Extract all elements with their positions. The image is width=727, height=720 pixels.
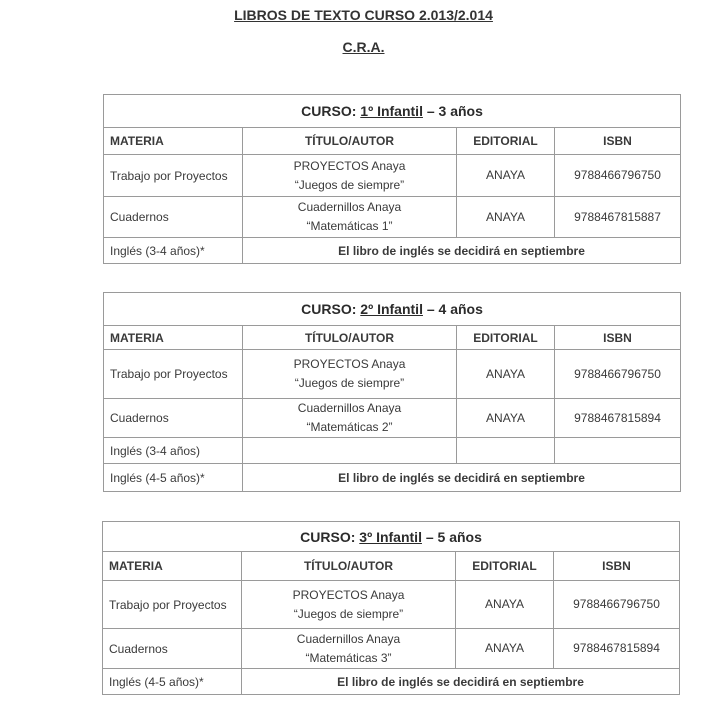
table-row bbox=[104, 238, 681, 264]
column-header-titulo: TÍTULO/AUTOR bbox=[242, 552, 456, 581]
course-age: – 5 años bbox=[425, 528, 482, 545]
table-row bbox=[104, 155, 681, 197]
course-age: – 4 años bbox=[426, 301, 483, 317]
isbn-cell: 9788467815894 bbox=[555, 399, 681, 438]
publisher-cell: ANAYA bbox=[457, 399, 555, 438]
table-row bbox=[104, 464, 681, 492]
subject-cell: Trabajo por Proyectos bbox=[104, 350, 243, 399]
subject-cell: Cuadernos bbox=[104, 197, 243, 238]
table-row bbox=[104, 399, 681, 438]
course-table-2 bbox=[103, 292, 681, 492]
document-title: LIBROS DE TEXTO CURSO 2.013/2.014 bbox=[234, 7, 493, 23]
column-header-titulo: TÍTULO/AUTOR bbox=[243, 128, 457, 155]
column-header-materia: MATERIA bbox=[103, 552, 242, 581]
course-table-3 bbox=[102, 521, 680, 695]
table-row bbox=[104, 197, 681, 238]
column-header-editorial: EDITORIAL bbox=[457, 326, 555, 350]
isbn-cell: 9788466796750 bbox=[555, 155, 681, 197]
empty-cell bbox=[457, 438, 555, 464]
title-cell: Cuadernillos Anaya “Matemáticas 1” bbox=[243, 197, 457, 238]
course-age: – 3 años bbox=[426, 103, 483, 119]
subject-cell: Trabajo por Proyectos bbox=[104, 155, 243, 197]
column-header-titulo: TÍTULO/AUTOR bbox=[243, 326, 457, 350]
isbn-cell: 9788467815894 bbox=[554, 629, 680, 669]
publisher-cell: ANAYA bbox=[456, 581, 554, 629]
subject-cell: Inglés (3-4 años) bbox=[104, 438, 243, 464]
table-row bbox=[103, 629, 680, 669]
subject-cell: Inglés (4-5 años)* bbox=[104, 464, 243, 492]
table-row bbox=[103, 669, 680, 695]
isbn-cell: 9788466796750 bbox=[554, 581, 680, 629]
subject-cell: Inglés (4-5 años)* bbox=[103, 669, 242, 695]
course-label: CURSO: bbox=[301, 103, 357, 119]
subject-cell: Trabajo por Proyectos bbox=[103, 581, 242, 629]
title-cell: PROYECTOS Anaya “Juegos de siempre” bbox=[243, 155, 457, 197]
publisher-cell: ANAYA bbox=[456, 629, 554, 669]
title-cell: Cuadernillos Anaya “Matemáticas 2” bbox=[243, 399, 457, 438]
course-level: 1º Infantil bbox=[360, 103, 423, 119]
course-heading bbox=[104, 95, 681, 128]
subject-cell: Cuadernos bbox=[103, 629, 242, 669]
english-note: El libro de inglés se decidirá en septiembre bbox=[242, 669, 680, 695]
column-header-materia: MATERIA bbox=[104, 128, 243, 155]
document-subtitle: C.R.A. bbox=[342, 39, 385, 55]
table-row bbox=[103, 581, 680, 629]
isbn-cell: 9788466796750 bbox=[555, 350, 681, 399]
column-header-isbn: ISBN bbox=[555, 326, 681, 350]
publisher-cell: ANAYA bbox=[457, 197, 555, 238]
subject-cell: Cuadernos bbox=[104, 399, 243, 438]
column-header-editorial: EDITORIAL bbox=[456, 552, 554, 581]
course-level: 2º Infantil bbox=[360, 301, 423, 317]
table-row bbox=[104, 438, 681, 464]
publisher-cell: ANAYA bbox=[457, 155, 555, 197]
column-header-isbn: ISBN bbox=[554, 552, 680, 581]
subject-cell: Inglés (3-4 años)* bbox=[104, 238, 243, 264]
column-header-editorial: EDITORIAL bbox=[457, 128, 555, 155]
course-label: CURSO: bbox=[301, 301, 357, 317]
title-cell: PROYECTOS Anaya “Juegos de siempre” bbox=[243, 350, 457, 399]
column-header-isbn: ISBN bbox=[555, 128, 681, 155]
title-cell: PROYECTOS Anaya “Juegos de siempre” bbox=[242, 581, 456, 629]
course-heading bbox=[104, 293, 681, 326]
course-table-1 bbox=[103, 94, 681, 264]
publisher-cell: ANAYA bbox=[457, 350, 555, 399]
title-cell: Cuadernillos Anaya “Matemáticas 3” bbox=[242, 629, 456, 669]
empty-cell bbox=[243, 438, 457, 464]
course-heading bbox=[103, 522, 680, 552]
empty-cell bbox=[555, 438, 681, 464]
english-note: El libro de inglés se decidirá en septiembre bbox=[243, 464, 681, 492]
isbn-cell: 9788467815887 bbox=[555, 197, 681, 238]
column-header-materia: MATERIA bbox=[104, 326, 243, 350]
course-level: 3º Infantil bbox=[359, 528, 422, 545]
table-row bbox=[104, 350, 681, 399]
english-note: El libro de inglés se decidirá en septiembre bbox=[243, 238, 681, 264]
course-label: CURSO: bbox=[300, 528, 356, 545]
